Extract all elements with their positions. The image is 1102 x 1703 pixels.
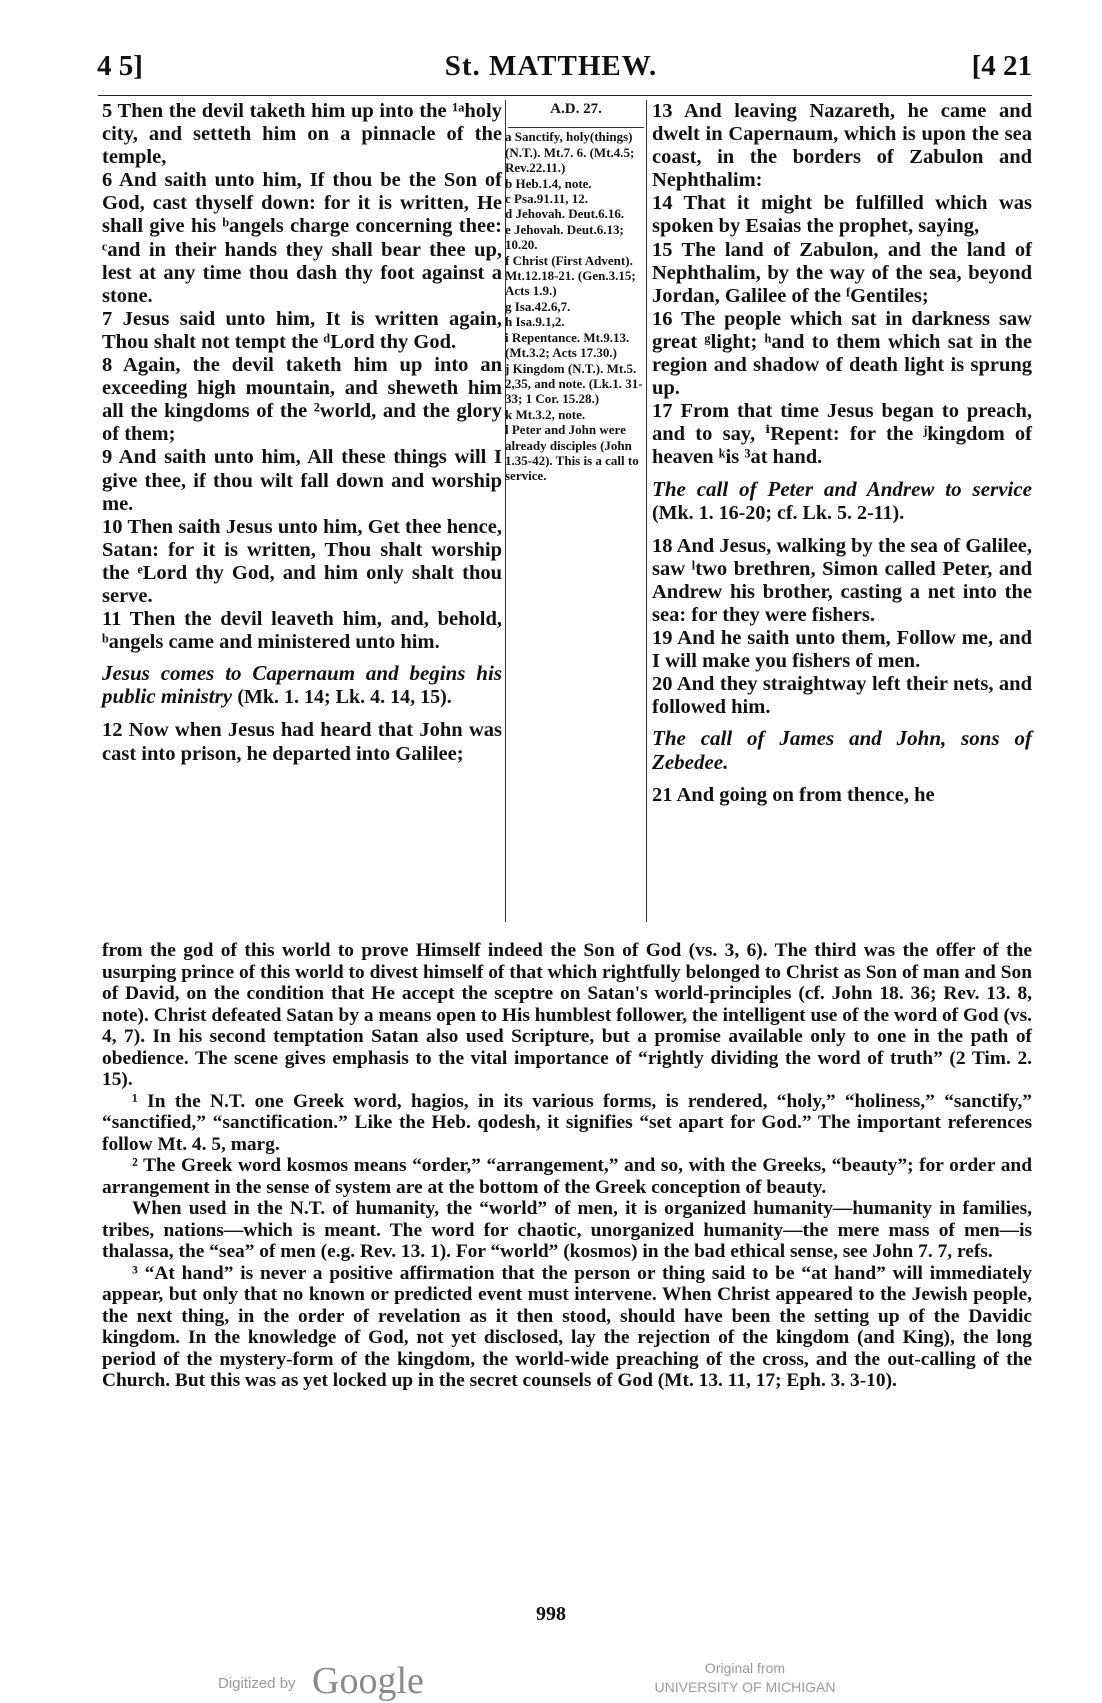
margin-year: A.D. 27.: [550, 101, 602, 117]
verse-9: 9 And saith unto him, All these things will I give thee, if thou wilt fall down and worship me.: [102, 446, 502, 515]
footnote-2: ² The Greek word kosmos means “order,” “arrangement,” and so, with the Greeks, “beauty”; for order and arrangement in the sense of system are at the bottom of the Greek conception of beauty.: [102, 1155, 1032, 1198]
digitized-by-label: Digitized by: [218, 1675, 296, 1692]
verse-13: 13 And leaving Nazareth, he came and dwelt in Capernaum, which is upon the sea coast, in the borders of Zabulon and Nephthalim:: [652, 100, 1032, 192]
footnote-2-continued: When used in the N.T. of humanity, the “world” of men, it is organized humanity—humanity in families, tribes, nations—which is meant. The word for chaotic, unorganized humanity—the mere mass of men—is thalassa, the “sea” of men (e.g. Rev. 13. 1). For “world” (kosmos) in the bad ethical sense, see John 7. 7, refs.: [102, 1198, 1032, 1262]
verse-16: 16 The people which sat in darkness saw great ᵍlight; ʰand to them which sat in the region and shadow of death light is sprung up.: [652, 307, 1032, 400]
margin-note-h: h Isa.9.1,2.: [505, 314, 565, 330]
original-from-label: Original from: [704, 1660, 786, 1676]
commentary-continuation: from the god of this world to prove Himself indeed the Son of God (vs. 3, 6). The third was the offer of the usurping prince of this world to divest himself of that which rightfully belonged to Christ as Son of man and Son of David, on the condition that He accept the sceptre on Satan's world-principles (cf. John 18. 36; Rev. 13. 8, note). Christ defeated Satan by a means open to His humblest follower, the intelligent use of the word of God (vs. 4, 7). In his second temptation Satan also used Scripture, but a promise available only to one in the path of obedience. The scene gives emphasis to the vital importance of “rightly dividing the word of truth” (2 Tim. 2. 15).: [102, 940, 1032, 1090]
running-header: [0, 50, 1102, 90]
section-heading-ref: (Mk. 1. 16-20; cf. Lk. 5. 2-11).: [652, 501, 905, 524]
margin-note-k: k Mt.3.2, note.: [505, 406, 586, 422]
margin-note-j: j Kingdom (N.T.). Mt.5. 2,35, and note. (Lk.1. 31-33; 1 Cor. 15.28.): [505, 360, 643, 407]
verse-21: 21 And going on from thence, he: [652, 783, 935, 806]
margin-note-a: a Sanctify, holy(things) (N.T.). Mt.7. 6. (Mt.4.5; Rev.22.11.): [505, 129, 635, 176]
section-heading-ref: (Mk. 1. 14; Lk. 4. 14, 15).: [237, 686, 452, 709]
scan-footer: [0, 1655, 1102, 1702]
section-heading-james-john: The call of James and John, sons of Zebedee.: [652, 726, 1032, 774]
page-number: 998: [536, 1603, 566, 1625]
original-source: [640, 1659, 850, 1697]
section-heading-capernaum: [102, 662, 502, 709]
verse-12: 12 Now when Jesus had heard that John was cast into prison, he departed into Galilee;: [102, 719, 502, 765]
footnote-1: ¹ In the N.T. one Greek word, hagios, in its various forms, is rendered, “holy,” “holiness,” “sanctify,” “sanctified,” “sanctification.” Like the Heb. qodesh, it signifies “set apart for God.” The important references follow Mt. 4. 5, marg.: [102, 1090, 1032, 1155]
verse-14: 14 That it might be fulfilled which was spoken by Esaias the prophet, saying,: [652, 192, 1032, 238]
verse-15: 15 The land of Zabulon, and the land of Nephthalim, by the way of the sea, beyond Jordan, Galilee of the ᶠGentiles;: [652, 238, 1032, 307]
left-text-column: [102, 100, 502, 766]
section-heading-peter-andrew: [652, 478, 1032, 525]
section-heading-text: The call of Peter and Andrew to service: [652, 476, 1032, 501]
verse-5: 5 Then the devil taketh him up into the ¹ᵃholy city, and setteth him on a pinnacle of the temple,: [102, 100, 502, 169]
margin-note-c: c Psa.91.11, 12.: [505, 191, 589, 207]
commentary-notes: [102, 940, 1032, 1392]
header-rule: [98, 95, 1032, 96]
header-book-title: St. MATTHEW.: [444, 50, 658, 82]
verse-20: 20 And they straightway left their nets, and followed him.: [652, 673, 1032, 719]
margin-note-e: e Jehovah. Deut.6.13; 10.20.: [505, 221, 624, 253]
margin-note-b: b Heb.1.4, note.: [505, 175, 592, 191]
verse-6: 6 And saith unto him, If thou be the Son of God, cast thyself down: for it is written, He shall give his ᵇangels charge concerning thee: ᶜand in their hands they shall bear thee up, lest at any time thou dash thy foot against a stone.: [102, 169, 502, 307]
google-logo: Google: [312, 1660, 424, 1702]
verse-10: 10 Then saith Jesus unto him, Get thee hence, Satan: for it is written, Thou shalt worship the ᵉLord thy God, and him only shalt thou serve.: [102, 515, 502, 607]
verse-7: 7 Jesus said unto him, It is written again, Thou shalt not tempt the ᵈLord thy God.: [102, 307, 502, 353]
verse-8: 8 Again, the devil taketh him up into an exceeding high mountain, and sheweth him all the kingdoms of the ²world, and the glory of them;: [102, 354, 502, 446]
verse-19: 19 And he saith unto them, Follow me, and I will make you fishers of men.: [652, 627, 1032, 673]
margin-note-d: d Jehovah. Deut.6.16.: [505, 206, 625, 222]
header-right-ref: [4 21: [971, 50, 1032, 82]
margin-note-l: l Peter and John were already disciples (John 1.35-42). This is a call to service.: [505, 422, 639, 484]
header-left-ref: 4 5]: [97, 50, 143, 82]
verse-17: 17 From that time Jesus began to preach, and to say, ⁱRepent: for the ʲkingdom of heaven ᵏis ³at hand.: [652, 400, 1032, 469]
margin-note-i: i Repentance. Mt.9.13. (Mt.3.2; Acts 17.30.): [505, 329, 630, 361]
margin-note-g: g Isa.42.6,7.: [505, 298, 571, 314]
right-text-column: [652, 100, 1032, 807]
verse-18: 18 And Jesus, walking by the sea of Galilee, saw ˡtwo brethren, Simon called Peter, and Andrew his brother, casting a net into the sea: for they were fishers.: [652, 534, 1032, 626]
margin-note-f: f Christ (First Advent). Mt.12.18-21. (Gen.3.15; Acts 1.9.): [505, 252, 636, 299]
verse-11: 11 Then the devil leaveth him, and, behold, ᵇangels came and ministered unto him.: [102, 608, 502, 654]
section-heading-text: Jesus comes to Capernaum and begins his public ministry: [102, 661, 502, 709]
source-library: UNIVERSITY OF MICHIGAN: [654, 1679, 836, 1695]
footnote-3: ³ “At hand” is never a positive affirmation that the person or thing said to be “at hand” will immediately appear, but only that no known or predicted event must intervene. When Christ appeared to the Jewish people, the next thing, in the order of revelation as it then stood, should have been the setting up of the Davidic kingdom. In the knowledge of God, not yet disclosed, lay the rejection of the kingdom (and King), the long period of the mystery-form of the kingdom, the world-wide preaching of the cross, and the out-calling of the Church. But this was as yet locked up in the secret counsels of God (Mt. 13. 11, 17; Eph. 3. 3-10).: [102, 1262, 1032, 1391]
center-reference-column: [505, 102, 647, 484]
